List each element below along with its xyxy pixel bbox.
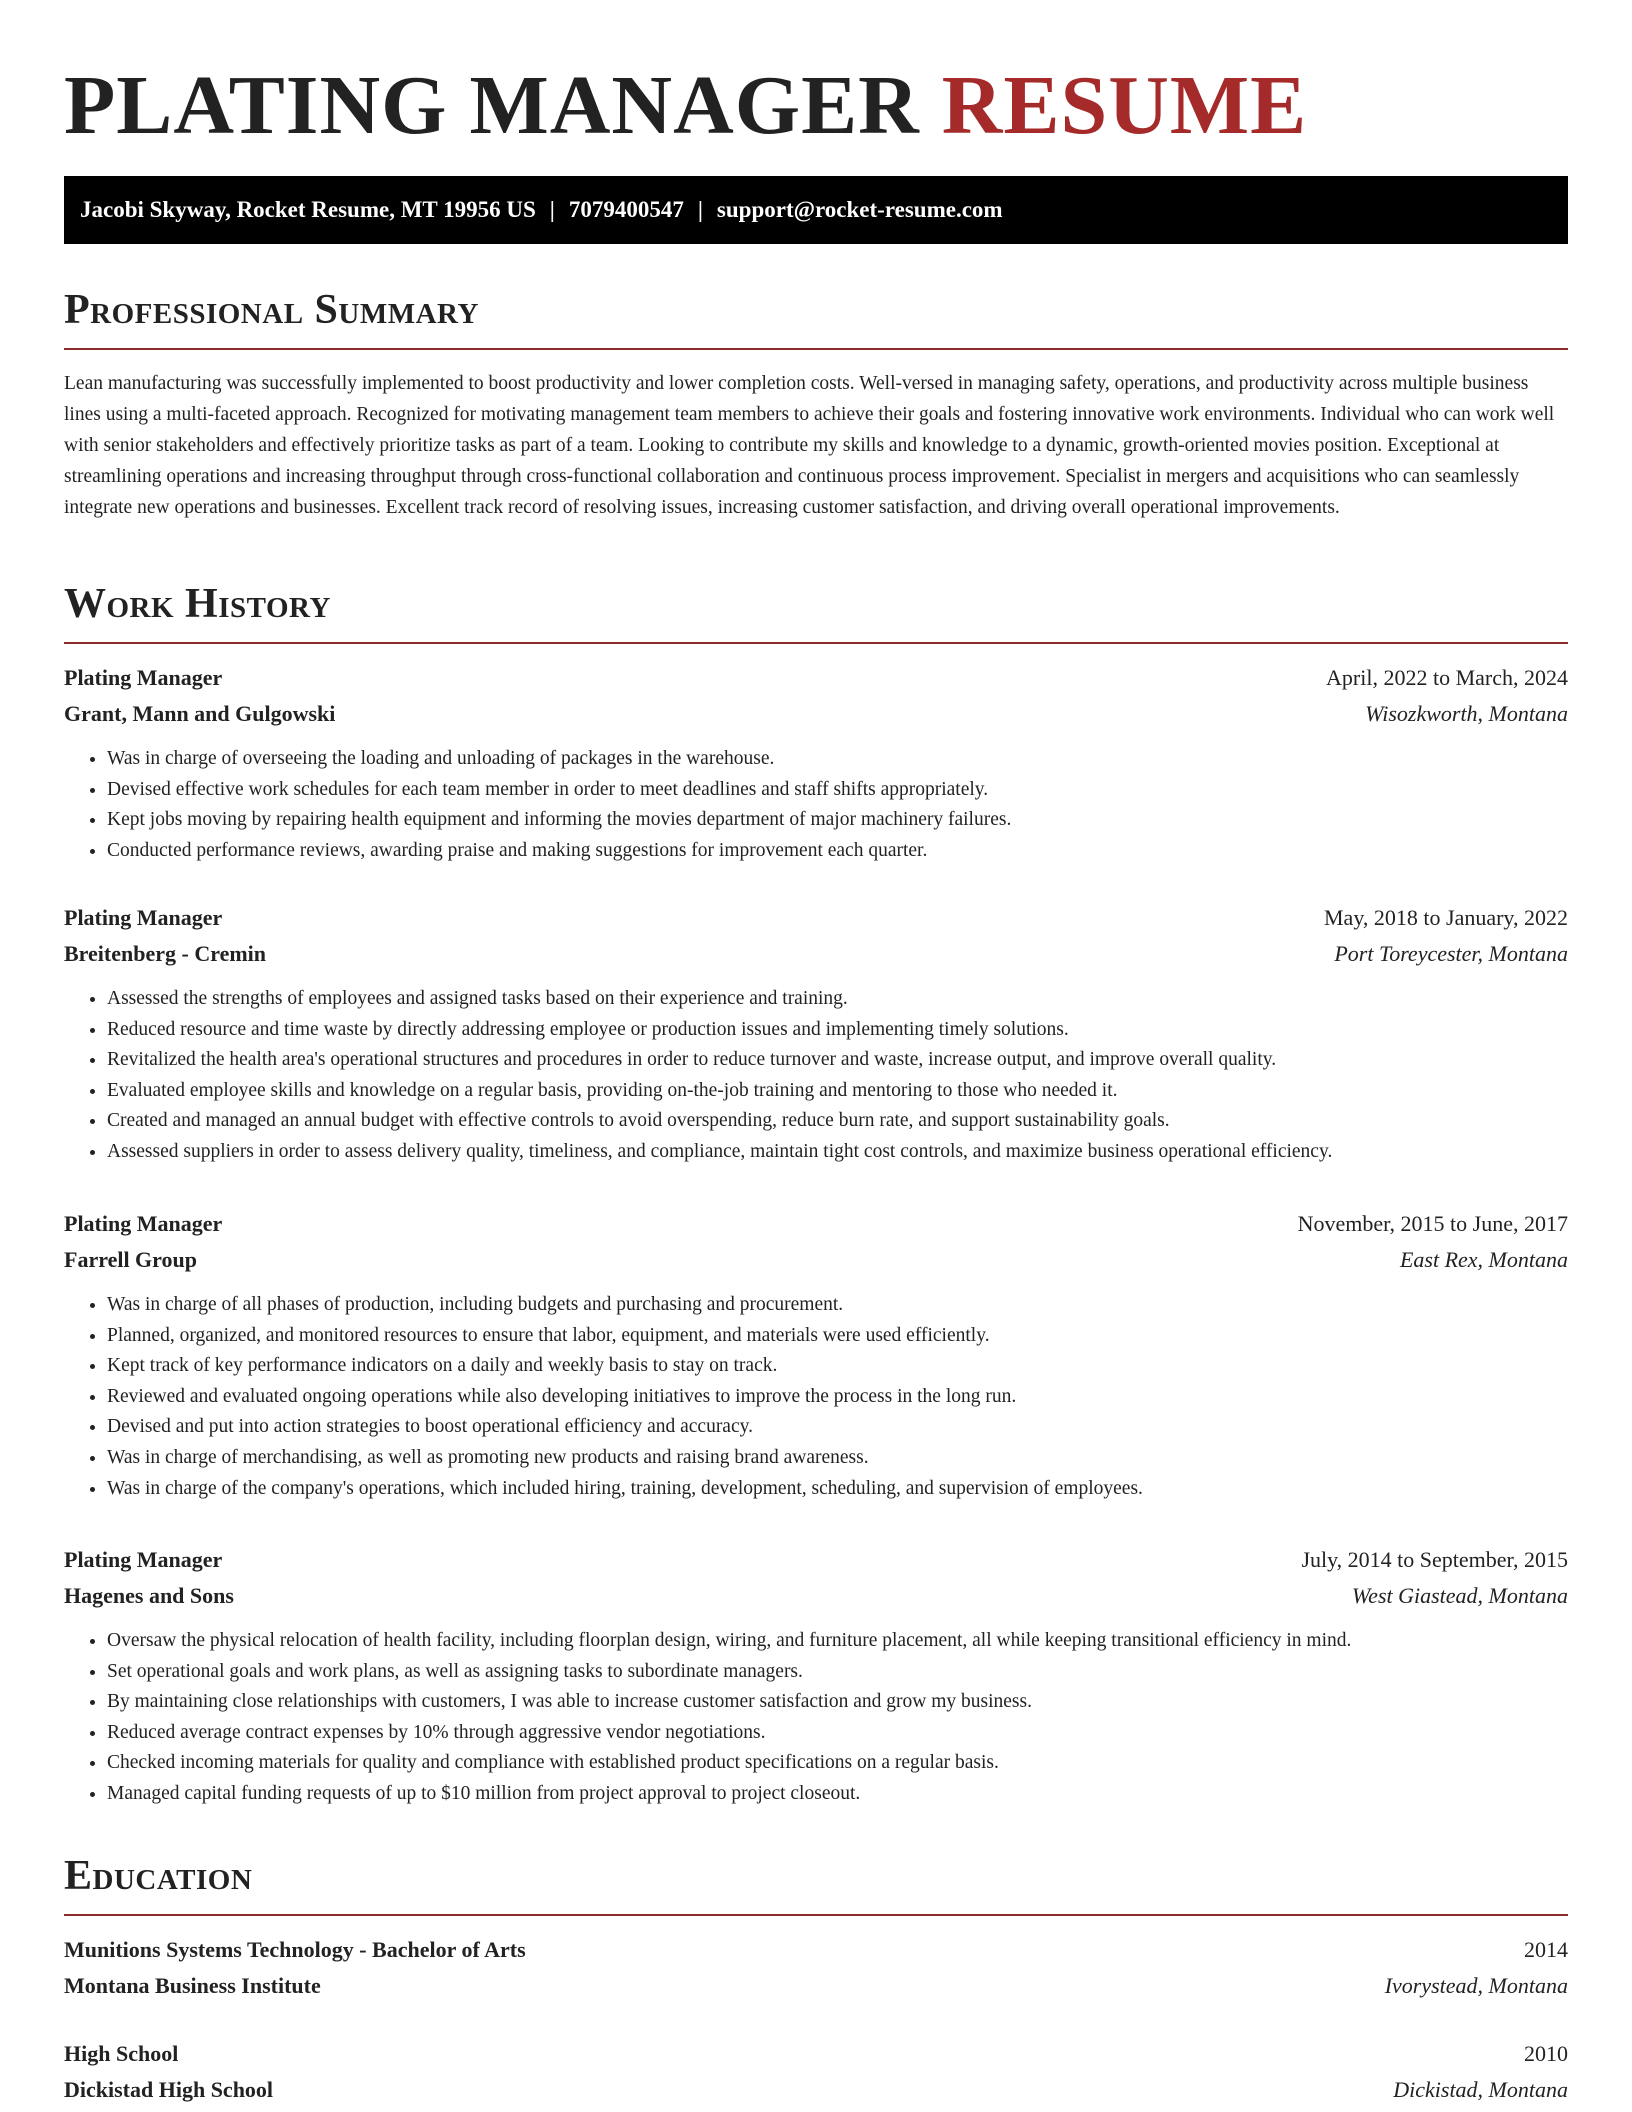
education-school: Dickistad High School [64, 2077, 274, 2102]
job-entry [64, 900, 1568, 1168]
job-title: Plating Manager [64, 1547, 223, 1572]
job-entry [64, 1206, 1568, 1504]
job-company: Breitenberg - Cremin [64, 941, 267, 966]
list-item: • Evaluated employee skills and knowledge on a regular basis, providing on-the-job training and mentoring to those who needed it. [107, 1076, 1568, 1107]
list-item: • Revitalized the health area's operational structures and procedures in order to reduce turnover and waste, increase output, and improve overall quality. [107, 1045, 1568, 1076]
list-item: • Checked incoming materials for quality and compliance with established product specifications on a regular basis. [107, 1748, 1568, 1779]
list-item: • Devised effective work schedules for each team member in order to meet deadlines and staff shifts appropriately. [107, 775, 1568, 806]
education-entry [64, 2036, 1568, 2108]
summary-text: Lean manufacturing was successfully implemented to boost productivity and lower completion costs. Well-versed in managing safety, operations, and productivity across multiple business lines using a multi-faceted approach. Recognized for motivating management team members to achieve their goals and fostering innovative work environments. Individual who can work well with senior stakeholders and effectively prioritize tasks as part of a team. Looking to contribute my skills and knowledge to a dynamic, growth-oriented movies position. Exceptional at streamlining operations and increasing throughput through cross-functional collaboration and continuous process improvement. Specialist in mergers and acquisitions who can seamlessly integrate new operations and businesses. Excellent track record of resolving issues, increasing customer satisfaction, and driving overall operational improvements. [64, 373, 1555, 518]
list-item: • Was in charge of overseeing the loading and unloading of packages in the warehouse. [107, 744, 1568, 775]
job-header-row [64, 900, 1568, 936]
list-item: • Reduced resource and time waste by directly addressing employee or production issues and implementing timely solutions. [107, 1015, 1568, 1046]
list-item: • Managed capital funding requests of up to $10 million from project approval to project closeout. [107, 1779, 1568, 1810]
job-company-row [64, 936, 1568, 972]
job-bullets [64, 1626, 1568, 1810]
list-item: • Set operational goals and work plans, as well as assigning tasks to subordinate managers. [107, 1657, 1568, 1688]
job-dates: April, 2022 to March, 2024 [1326, 665, 1568, 690]
job-dates: July, 2014 to September, 2015 [1301, 1547, 1568, 1572]
title-accent: RESUME [941, 59, 1308, 152]
job-header-row [64, 1542, 1568, 1578]
job-company-row [64, 696, 1568, 732]
list-item: • Devised and put into action strategies to boost operational efficiency and accuracy. [107, 1412, 1568, 1443]
job-entry [64, 660, 1568, 866]
contact-phone[interactable]: 7079400547 [568, 197, 684, 222]
resume-title [64, 58, 1307, 154]
list-item: • Was in charge of the company's operations, which included hiring, training, development, scheduling, and supervision of employees. [107, 1474, 1568, 1505]
job-title: Plating Manager [64, 1211, 223, 1236]
education-school: Montana Business Institute [64, 1973, 321, 1998]
list-item: • Planned, organized, and monitored resources to ensure that labor, equipment, and materials were used efficiently. [107, 1321, 1568, 1352]
contact-separator: | [697, 197, 703, 222]
education-location: Ivorystead, Montana [1384, 1973, 1568, 1998]
job-location: East Rex, Montana [1399, 1247, 1568, 1272]
education-year: 2014 [1524, 1937, 1568, 1962]
contact-bar [64, 176, 1568, 244]
list-item: • Kept track of key performance indicators on a daily and weekly basis to stay on track. [107, 1351, 1568, 1382]
job-header-row [64, 660, 1568, 696]
contact-separator: | [549, 197, 555, 222]
education-entry [64, 1932, 1568, 2004]
list-item: • Reviewed and evaluated ongoing operations while also developing initiatives to improve the process in the long run. [107, 1382, 1568, 1413]
job-bullets [64, 984, 1568, 1168]
list-item: • Oversaw the physical relocation of health facility, including floorplan design, wiring, and furniture placement, all while keeping transitional efficiency in mind. [107, 1626, 1568, 1657]
work-history-heading: Work History [64, 578, 1568, 644]
job-header-row [64, 1206, 1568, 1242]
education-degree-row [64, 1932, 1568, 1968]
job-dates: May, 2018 to January, 2022 [1324, 905, 1568, 930]
contact-address: Jacobi Skyway, Rocket Resume, MT 19956 US [80, 197, 536, 222]
contact-email[interactable]: support@rocket-resume.com [716, 197, 1003, 222]
job-location: Wisozkworth, Montana [1365, 701, 1568, 726]
education-degree: High School [64, 2041, 179, 2066]
job-bullets [64, 744, 1568, 866]
job-company: Hagenes and Sons [64, 1583, 234, 1608]
job-company: Farrell Group [64, 1247, 198, 1272]
list-item: • Conducted performance reviews, awarding praise and making suggestions for improvement each quarter. [107, 836, 1568, 867]
list-item: • Assessed the strengths of employees and assigned tasks based on their experience and training. [107, 984, 1568, 1015]
education-degree: Munitions Systems Technology - Bachelor of Arts [64, 1937, 526, 1962]
job-entry [64, 1542, 1568, 1810]
job-bullets [64, 1290, 1568, 1504]
summary-heading: Professional Summary [64, 284, 1568, 350]
title-main: PLATING MANAGER [64, 59, 920, 152]
list-item: • Kept jobs moving by repairing health equipment and informing the movies department of major machinery failures. [107, 805, 1568, 836]
education-school-row [64, 2072, 1568, 2108]
education-school-row [64, 1968, 1568, 2004]
job-title: Plating Manager [64, 665, 223, 690]
job-location: West Giastead, Montana [1351, 1583, 1568, 1608]
education-heading: Education [64, 1850, 1568, 1916]
job-company-row [64, 1242, 1568, 1278]
list-item: • Was in charge of merchandising, as well as promoting new products and raising brand awareness. [107, 1443, 1568, 1474]
job-dates: November, 2015 to June, 2017 [1297, 1211, 1568, 1236]
job-title: Plating Manager [64, 905, 223, 930]
education-degree-row [64, 2036, 1568, 2072]
list-item: • Reduced average contract expenses by 10% through aggressive vendor negotiations. [107, 1718, 1568, 1749]
list-item: • By maintaining close relationships with customers, I was able to increase customer satisfaction and grow my business. [107, 1687, 1568, 1718]
job-location: Port Toreycester, Montana [1334, 941, 1568, 966]
job-company: Grant, Mann and Gulgowski [64, 701, 336, 726]
job-company-row [64, 1578, 1568, 1614]
education-year: 2010 [1524, 2041, 1568, 2066]
list-item: • Assessed suppliers in order to assess delivery quality, timeliness, and compliance, maintain tight cost controls, and maximize business operational efficiency. [107, 1137, 1568, 1168]
list-item: • Was in charge of all phases of production, including budgets and purchasing and procurement. [107, 1290, 1568, 1321]
education-location: Dickistad, Montana [1393, 2077, 1568, 2102]
list-item: • Created and managed an annual budget with effective controls to avoid overspending, reduce burn rate, and support sustainability goals. [107, 1106, 1568, 1137]
